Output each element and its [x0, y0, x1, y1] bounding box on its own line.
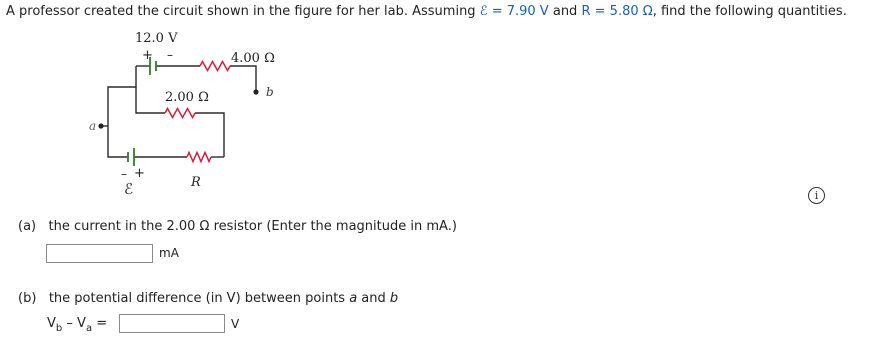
eq-minus: – [62, 316, 78, 331]
part-a-label: (a) [18, 219, 37, 234]
wire-middle-right [195, 113, 224, 157]
resistor-r [187, 153, 211, 162]
wire-middle-left [136, 87, 165, 113]
eq-v1: V [47, 316, 56, 331]
wire-left-upper [108, 66, 136, 126]
part-a-question [18, 219, 457, 234]
emf-symbol: ℰ [479, 4, 488, 19]
part-b-unit: V [231, 317, 240, 331]
part-b-and: and [357, 291, 390, 306]
part-b-answer-input[interactable] [119, 314, 225, 333]
part-b-equation [47, 316, 108, 334]
part-b-point-b: b [389, 291, 399, 306]
resistor-bottom-label: R [191, 175, 201, 190]
battery-bottom-minus-label: – [121, 167, 127, 181]
part-b-text: the potential difference (in V) between points [48, 291, 350, 306]
battery-bottom-plus-label: + [134, 166, 145, 181]
wire-top-right [230, 66, 256, 92]
eq-sub-b: b [55, 323, 63, 334]
prompt-lead: A professor created the circuit shown in the figure for her lab. Assuming [6, 4, 480, 19]
r-value: 5.80 Ω [609, 4, 653, 19]
resistor-middle-label: 2.00 Ω [165, 90, 209, 105]
emf-value: 7.90 V [506, 4, 549, 19]
eq-equals: = [92, 316, 108, 331]
part-b-point-a: a [349, 291, 358, 306]
point-b-dot [253, 89, 258, 94]
point-b-label: b [266, 85, 274, 99]
part-b-question [18, 291, 398, 306]
resistor-4-ohm [200, 62, 230, 71]
battery-top-minus-label: – [167, 48, 173, 62]
part-a-text: the current in the 2.00 Ω resistor (Enter the magnitude in mA.) [48, 219, 457, 234]
emf-equals: = [487, 4, 507, 19]
circuit-diagram [0, 0, 330, 200]
battery-top-plus-label: + [142, 48, 153, 63]
r-equals: = [590, 4, 610, 19]
eq-v2: V [77, 316, 86, 331]
resistor-top-label: 4.00 Ω [231, 51, 275, 66]
part-a-answer-input[interactable] [46, 244, 153, 263]
eq-sub-a: a [85, 323, 93, 334]
battery-top-voltage-label: 12.0 V [135, 31, 178, 46]
info-icon[interactable]: i [808, 187, 825, 204]
point-a-label: a [89, 119, 97, 133]
part-b-label: (b) [18, 291, 37, 306]
r-symbol: R [581, 4, 591, 19]
part-a-unit: mA [159, 246, 179, 260]
prompt-tail: , find the following quantities. [652, 4, 847, 19]
resistor-2-ohm [165, 109, 195, 118]
wire-left-lower [108, 126, 128, 157]
prompt-and: and [548, 4, 582, 19]
point-a-dot [98, 123, 103, 128]
battery-bottom-emf-label: ℰ [124, 180, 134, 198]
